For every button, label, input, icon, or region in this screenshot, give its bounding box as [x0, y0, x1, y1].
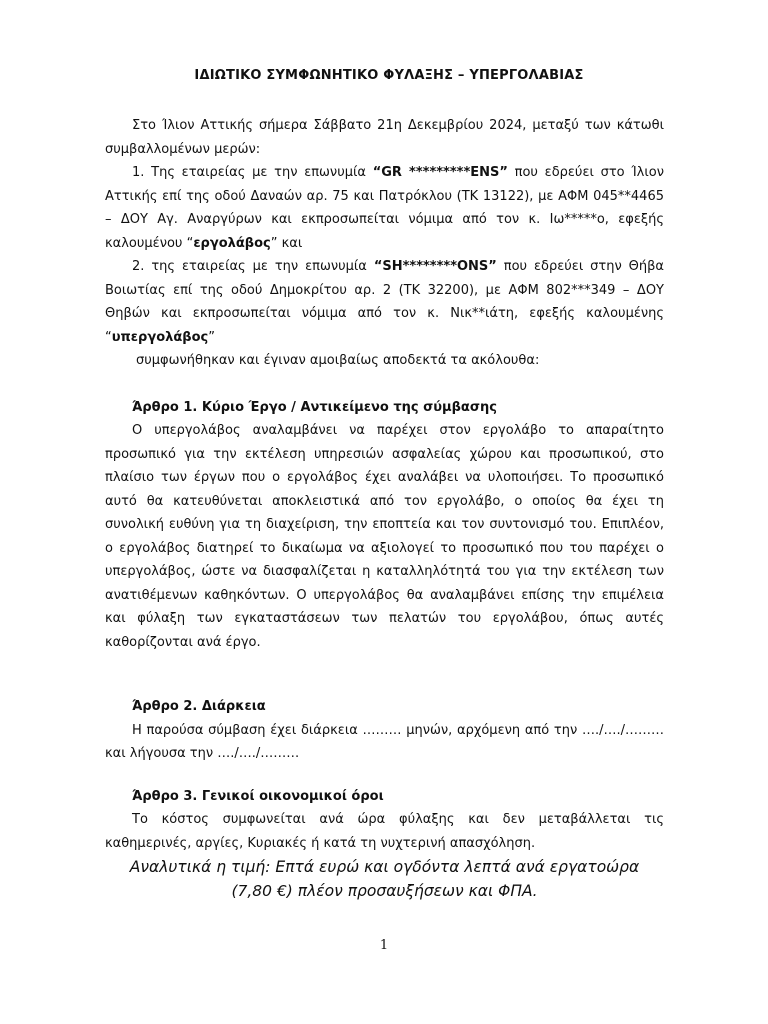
party-2-role: υπεργολάβος — [111, 329, 209, 345]
price-line-1: Αναλυτικά η τιμή: Επτά ευρώ και ογδόντα λεπτά ανά εργατοώρα — [129, 858, 640, 876]
article-1-heading: Άρθρο 1. Κύριο Έργο / Αντικείμενο της σύμβασης — [132, 399, 497, 415]
article-2-text: Η παρούσα σύμβαση έχει διάρκεια ……… μηνών, αρχόμενη από την …./…./……… και λήγουσα την …./…./……… — [105, 722, 664, 761]
party-1-paragraph — [105, 161, 664, 255]
party-2-paragraph — [105, 255, 664, 349]
party-1-name: “GR *********ENS” — [372, 165, 508, 180]
agreement-line: συμφωνήθηκαν και έγιναν αμοιβαίως αποδεκτά τα ακόλουθα: — [136, 353, 540, 368]
party-2-details: που εδρεύει στην Θήβα Βοιωτίας επί της οδού Δημοκρίτου αρ. 2 (ΤΚ 32200), με ΑΦΜ 802***349 – ΔΟΥ Θηβών και εκπροσωπείται νόμιμα από τον κ. Νικ**ιάτη, εφεξής καλουμένης “ — [105, 259, 664, 345]
article-3-heading: Άρθρο 3. Γενικοί οικονομικοί όροι — [132, 788, 384, 804]
party-1-role: εργολάβος — [193, 235, 271, 251]
page-number: 1 — [379, 938, 389, 953]
party-1-end: ” και — [270, 235, 303, 251]
party-1-prefix: 1. Της εταιρείας με την επωνυμία — [132, 165, 373, 180]
article-3-text: Το κόστος συμφωνείται ανά ώρα φύλαξης και δεν μεταβάλλεται τις καθημερινές, αργίες, Κυριακές ή κατά τη νυχτερινή απασχόληση. — [105, 812, 664, 851]
article-2-heading: Άρθρο 2. Διάρκεια — [132, 699, 266, 714]
price-line-2: (7,80 €) πλέον προσαυξήσεων και ΦΠΑ. — [231, 882, 538, 900]
document-body — [105, 114, 664, 903]
document-title: ΙΔΙΩΤΙΚΟ ΣΥΜΦΩΝΗΤΙΚΟ ΦΥΛΑΞΗΣ – ΥΠΕΡΓΟΛΑΒΙΑΣ — [194, 68, 584, 83]
party-2-end: ” — [208, 329, 215, 345]
party-1-details: που εδρεύει στο Ίλιον Αττικής επί της οδού Δαναών αρ. 75 και Πατρόκλου (ΤΚ 13122), με ΑΦΜ 045**4465 – ΔΟΥ Αγ. Αναργύρων και εκπροσωπείται νόμιμα από τον κ. Ιω*****ο, εφεξής καλουμένου “ — [105, 165, 664, 251]
intro-paragraph: Στο Ίλιον Αττικής σήμερα Σάββατο 21η Δεκεμβρίου 2024, μεταξύ των κάτωθι συμβαλλομένων μερών: — [105, 118, 664, 157]
party-2-name: “SH********ONS” — [373, 259, 497, 274]
party-2-prefix: 2. της εταιρείας με την επωνυμία — [132, 259, 374, 274]
article-1-text: Ο υπεργολάβος αναλαμβάνει να παρέχει στον εργολάβο το απαραίτητο προσωπικό για την εκτέλεση υπηρεσιών ασφαλείας χώρου και προσωπικού, στο πλαίσιο των έργων που ο εργολάβος έχει αναλάβει να υλοποιήσει. Το προσωπικό αυτό θα κατευθύνεται αποκλειστικά από τον εργολάβο, ο οποίος θα έχει τη συνολική ευθύνη για τη διαχείριση, την εποπτεία και τον συντονισμό του. Επιπλέον, ο εργολάβος διατηρεί το δικαίωμα να αξιολογεί το προσωπικό που του παρέχει ο υπεργολάβος, ώστε να διασφαλίζεται η καταλληλότητά του για την εκτέλεση των ανατιθέμενων καθηκόντων. Ο υπεργολάβος θα αναλαμβάνει επίσης την επιμέλεια και φύλαξη των εγκαταστάσεων των πελατών του εργολάβου, όπως αυτές καθορίζονται ανά έργο. — [105, 423, 664, 650]
